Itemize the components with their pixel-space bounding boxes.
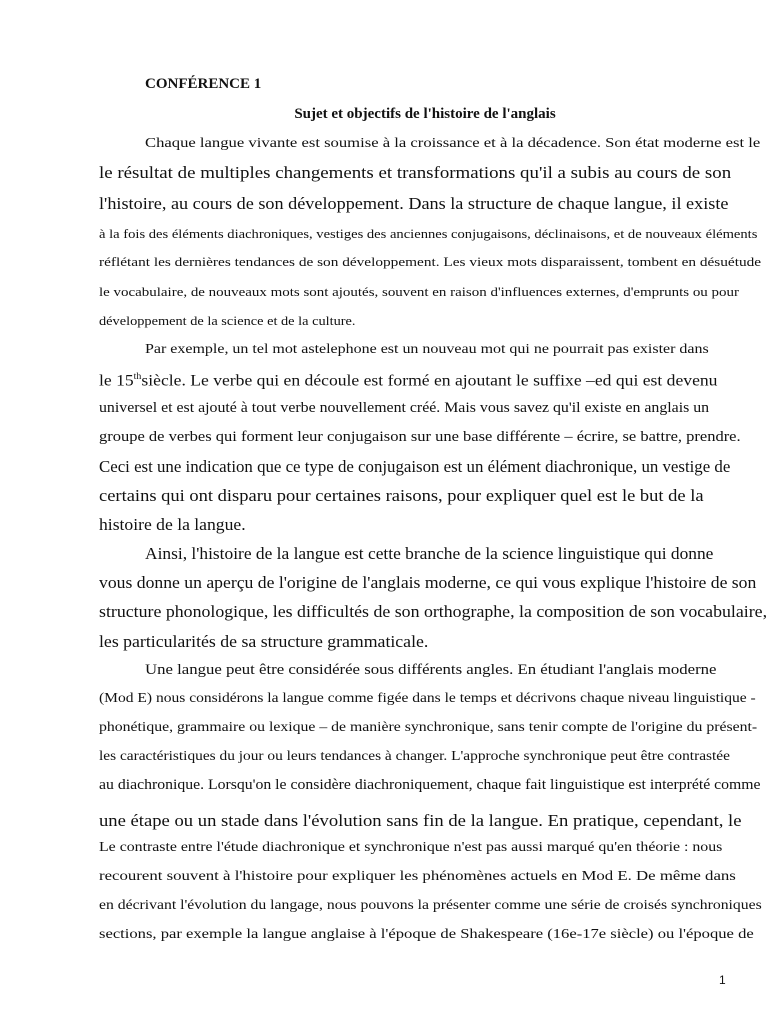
text-line: réflétant les dernières tendances de son développement. Les vieux mots disparaissent, tombent en désuétude	[99, 254, 762, 269]
text-line: en décrivant l'évolution du langage, nous pouvons la présenter comme une série de croisés synchroniques	[99, 898, 762, 913]
text-line: au diachronique. Lorsqu'on le considère diachroniquement, chaque fait linguistique est interprété comme	[99, 777, 761, 793]
text-line: les particularités de sa structure grammaticale.	[99, 632, 429, 651]
century-rest: siècle. Le verbe qui en découle est formé en ajoutant le suffixe –ed qui est devenu	[141, 372, 718, 390]
text-line: une étape ou un stade dans l'évolution sans fin de la langue. En pratique, cependant, le	[99, 811, 742, 830]
century-line	[99, 371, 717, 390]
text-line: (Mod E) nous considérons la langue comme figée dans le temps et décrivons chaque niveau linguistique -	[99, 691, 756, 706]
text-line: Ainsi, l'histoire de la langue est cette branche de la science linguistique qui donne	[145, 544, 714, 563]
text-line: histoire de la langue.	[99, 515, 246, 534]
text-line: recourent souvent à l'histoire pour expliquer les phénomènes actuels en Mod E. De même dans	[99, 869, 736, 884]
text-line: Chaque langue vivante est soumise à la croissance et à la décadence. Son état moderne est le	[145, 136, 761, 151]
text-line: les caractéristiques du jour ou leurs tendances à changer. L'approche synchronique peut être contrastée	[99, 749, 730, 764]
text-line: Une langue peut être considérée sous différents angles. En étudiant l'anglais moderne	[145, 662, 717, 678]
text-line: le résultat de multiples changements et transformations qu'il a subis au cours de son	[99, 163, 732, 182]
text-line: groupe de verbes qui forment leur conjugaison sur une base différente – écrire, se battre, prendre.	[99, 429, 741, 445]
lecture-heading: CONFÉRENCE 1	[145, 76, 262, 92]
text-line: sections, par exemple la langue anglaise à l'époque de Shakespeare (16e-17e siècle) ou l'époque de	[99, 927, 754, 942]
text-line: structure phonologique, les difficultés de son orthographe, la composition de son vocabulaire,	[99, 602, 768, 621]
century-prefix: le 15	[99, 372, 134, 390]
text-line: universel et est ajouté à tout verbe nouvellement créé. Mais vous savez qu'il existe en anglais un	[99, 400, 710, 416]
text-line: le vocabulaire, de nouveaux mots sont ajoutés, souvent en raison d'influences externes, d'emprunts ou pour	[99, 284, 739, 299]
page-number: 1	[719, 973, 726, 987]
text-line: l'histoire, au cours de son développement. Dans la structure de chaque langue, il existe	[99, 194, 729, 213]
text-line: développement de la science et de la culture.	[99, 313, 356, 328]
text-line: vous donne un aperçu de l'origine de l'anglais moderne, ce qui vous explique l'histoire de son	[99, 573, 757, 592]
text-line: Par exemple, un tel mot astelephone est un nouveau mot qui ne pourrait pas exister dans	[145, 342, 709, 357]
text-line: phonétique, grammaire ou lexique – de manière synchronique, sans tenir compte de l'origine du présent-	[99, 720, 758, 735]
text-line: certains qui ont disparu pour certaines raisons, pour expliquer quel est le but de la	[99, 486, 704, 505]
text-line: Le contraste entre l'étude diachronique et synchronique n'est pas aussi marqué qu'en théorie : nous	[99, 840, 723, 855]
century-superscript: th	[133, 371, 142, 381]
text-line: à la fois des éléments diachroniques, vestiges des anciennes conjugaisons, déclinaisons, et de nouveaux éléments	[99, 226, 758, 241]
text-line: Ceci est une indication que ce type de conjugaison est un élément diachronique, un vestige de	[99, 457, 731, 476]
lecture-title: Sujet et objectifs de l'histoire de l'anglais	[294, 106, 556, 122]
